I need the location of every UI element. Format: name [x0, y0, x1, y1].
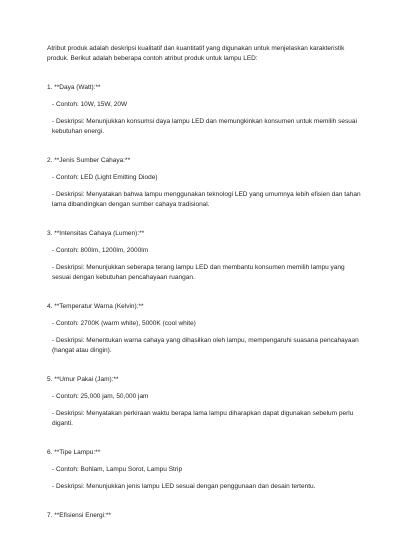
item-example: - Contoh: LED (Light Emitting Diode) — [52, 174, 158, 181]
item-description: - Deskripsi: Menunjukkan seberapa terang lampu LED dan membantu konsumen memilih lampu yang sesuai dengan kebutuhan pencahayaan ruangan. — [52, 264, 345, 281]
item-description: - Deskripsi: Menyatakan perkiraan waktu berapa lama lampu diharapkan dapat digunakan sebelum perlu diganti. — [52, 410, 354, 427]
document-page — [47, 44, 365, 540]
item-heading: 6. **Tipe Lampu:** — [47, 449, 101, 456]
item-heading: 1. **Daya (Watt):** — [47, 84, 101, 91]
item-example: - Contoh: 800lm, 1200lm, 2000lm — [52, 247, 149, 254]
item-heading: 3. **Intensitas Cahaya (Lumen):** — [47, 230, 145, 237]
item-description: - Deskripsi: Menyatakan bahwa lampu menggunakan teknologi LED yang umumnya lebih efisien dan tahan lama dibandingkan dengan sumber cahaya tradisional. — [52, 191, 361, 208]
intro-paragraph: Atribut produk adalah deskripsi kualitatif dan kuantitatif yang digunakan untuk menjelaskan karakteristik produk. Berikut adalah beberapa contoh atribut produk untuk lampu LED: — [47, 45, 345, 62]
list-item-temperatur-warna — [47, 302, 365, 356]
item-description: - Deskripsi: Menentukan warna cahaya yang dihasilkan oleh lampu, mempengaruhi suasana pencahayaan (hangat atau dingin). — [52, 337, 359, 354]
item-description: - Deskripsi: Menunjukkan konsumsi daya lampu LED dan memungkinkan konsumen untuk memilih sesuai kebutuhan energi. — [52, 118, 357, 135]
item-example: - Contoh: Bohlam, Lampu Sorot, Lampu Strip — [52, 466, 183, 473]
item-heading: 4. **Temperatur Warna (Kelvin):** — [47, 303, 144, 310]
item-example: - Contoh: 25,000 jam, 50,000 jam — [52, 393, 149, 400]
list-item-umur-pakai — [47, 375, 365, 429]
list-item-efisiensi-energi — [47, 511, 365, 521]
list-item-tipe-lampu — [47, 448, 365, 492]
list-item-jenis-sumber-cahaya — [47, 156, 365, 210]
item-description: - Deskripsi: Menunjukkan jenis lampu LED sesuai dengan penggunaan dan desain tertentu. — [52, 483, 316, 490]
item-example: - Contoh: 2700K (warm white), 5000K (cool white) — [52, 320, 196, 327]
list-item-daya — [47, 83, 365, 137]
item-heading: 2. **Jenis Sumber Cahaya:** — [47, 157, 131, 164]
item-example: - Contoh: 10W, 15W, 20W — [52, 101, 128, 108]
list-item-intensitas-cahaya — [47, 229, 365, 283]
item-heading: 5. **Umur Pakai (Jam):** — [47, 376, 119, 383]
item-heading: 7. **Efisiensi Energi:** — [47, 512, 111, 519]
